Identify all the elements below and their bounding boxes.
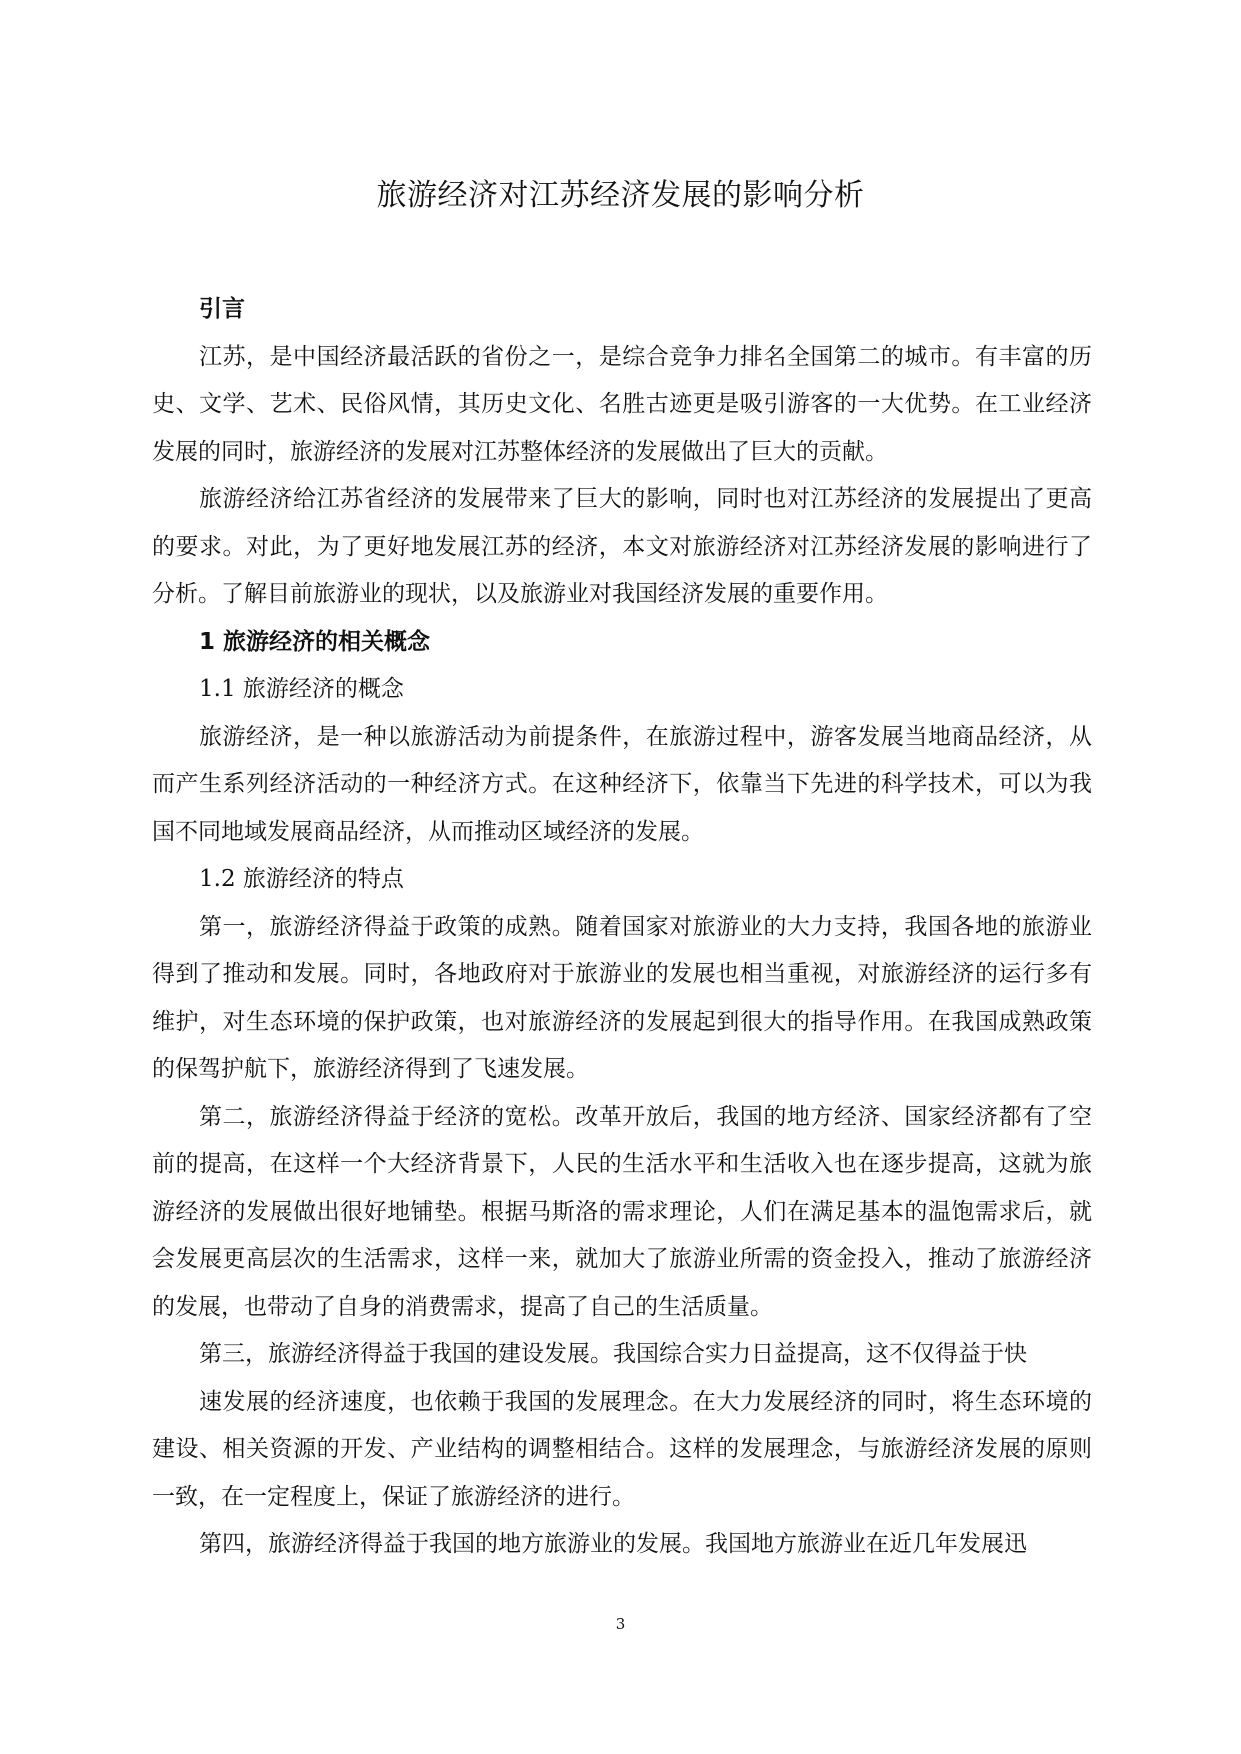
- feature-paragraph-4: 第四，旅游经济得益于我国的地方旅游业的发展。我国地方旅游业在近几年发展迅: [199, 1531, 1027, 1557]
- page-number: 3: [615, 1615, 626, 1633]
- intro-heading: 引言: [199, 296, 245, 322]
- subsection-1-1-paragraph: 旅游经济，是一种以旅游活动为前提条件，在旅游过程中，游客发展当地商品经济，从而产生系列经济活动的一种经济方式。在这种经济下，依靠当下先进的科学技术，可以为我国不同地域发展商品经济，从而推动区域经济的发展。: [152, 723, 1092, 845]
- document-body: [152, 286, 1092, 1569]
- feature-paragraph-3-continued: 速发展的经济速度，也依赖于我国的发展理念。在大力发展经济的同时，将生态环境的建设、相关资源的开发、产业结构的调整相结合。这样的发展理念，与旅游经济发展的原则一致，在一定程度上，保证了旅游经济的进行。: [152, 1388, 1092, 1510]
- subsection-1-1-heading: 1.1 旅游经济的概念: [199, 676, 404, 702]
- feature-paragraph-1: 第一，旅游经济得益于政策的成熟。随着国家对旅游业的大力支持，我国各地的旅游业得到了推动和发展。同时，各地政府对于旅游业的发展也相当重视，对旅游经济的运行多有维护，对生态环境的保护政策，也对旅游经济的发展起到很大的指导作用。在我国成熟政策的保驾护航下，旅游经济得到了飞速发展。: [152, 913, 1092, 1082]
- feature-paragraph-3: 第三，旅游经济得益于我国的建设发展。我国综合实力日益提高，这不仅得益于快: [199, 1341, 1027, 1367]
- section-1-heading: 1 旅游经济的相关概念: [199, 628, 431, 655]
- document-title: 旅游经济对江苏经济发展的影响分析: [376, 178, 865, 213]
- intro-paragraph-2: 旅游经济给江苏省经济的发展带来了巨大的影响，同时也对江苏经济的发展提出了更高的要求。对此，为了更好地发展江苏的经济，本文对旅游经济对江苏经济发展的影响进行了分析。了解目前旅游业的现状，以及旅游业对我国经济发展的重要作用。: [152, 486, 1092, 607]
- subsection-1-2-heading: 1.2 旅游经济的特点: [199, 866, 404, 892]
- intro-paragraph-1: 江苏，是中国经济最活跃的省份之一，是综合竞争力排名全国第二的城市。有丰富的历史、文学、艺术、民俗风情，其历史文化、名胜古迹更是吸引游客的一大优势。在工业经济发展的同时，旅游经济的发展对江苏整体经济的发展做出了巨大的贡献。: [152, 343, 1092, 465]
- feature-paragraph-2: 第二，旅游经济得益于经济的宽松。改革开放后，我国的地方经济、国家经济都有了空前的提高，在这样一个大经济背景下，人民的生活水平和生活收入也在逐步提高，这就为旅游经济的发展做出很好地铺垫。根据马斯洛的需求理论，人们在满足基本的温饱需求后，就会发展更高层次的生活需求，这样一来，就加大了旅游业所需的资金投入，推动了旅游经济的发展，也带动了自身的消费需求，提高了自己的生活质量。: [152, 1103, 1092, 1320]
